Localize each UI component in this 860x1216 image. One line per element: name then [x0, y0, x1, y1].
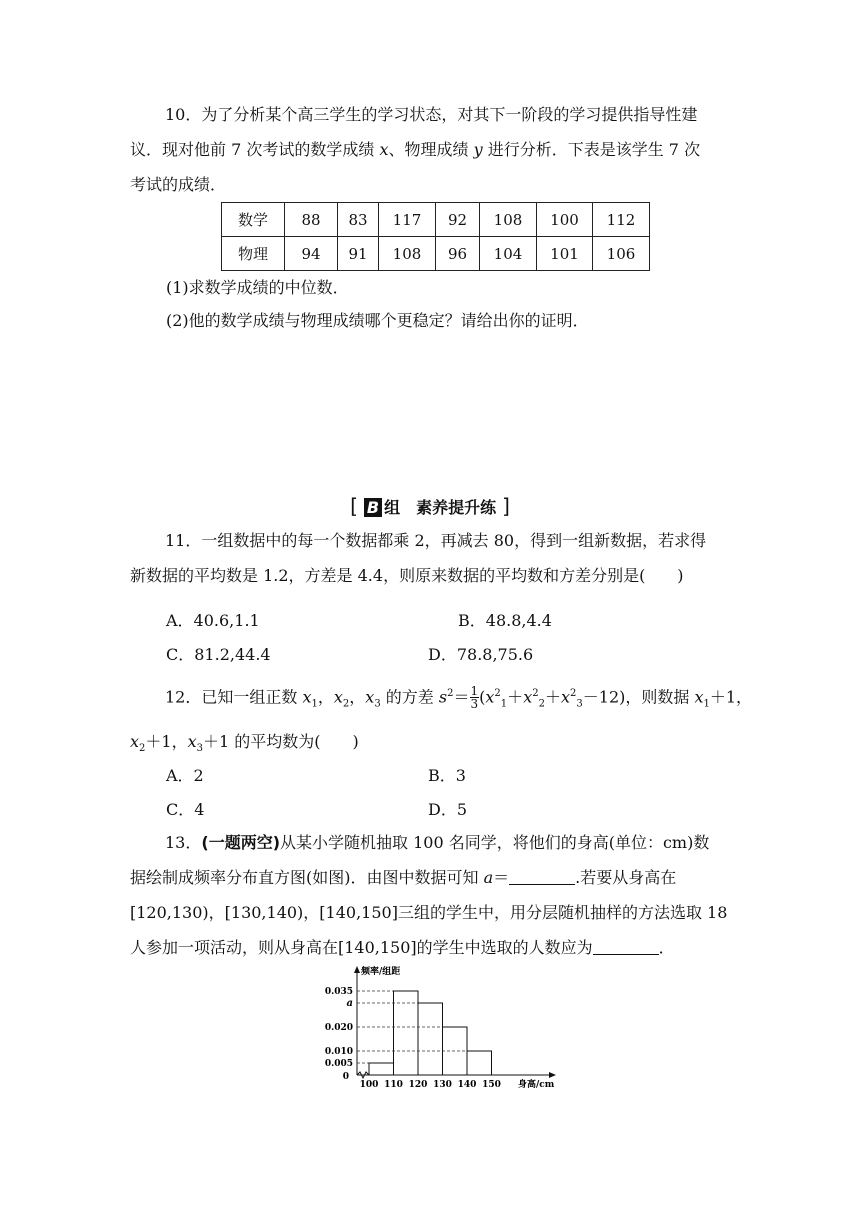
table-cell: 88 [285, 203, 338, 237]
y-tick-label: a [346, 998, 353, 1009]
histogram-bar [394, 991, 419, 1075]
histogram-chart [320, 964, 580, 1090]
q10-line-1: 10．为了分析某个高三学生的学习状态，对其下一阶段的学习提供指导性建 [165, 105, 698, 124]
section-title: 组 素养提升练 [384, 498, 497, 517]
table-cell: 117 [379, 203, 436, 237]
q13-line-2: 据绘制成频率分布直方图(如图)．由图中数据可知 a＝ .若要从身高在 [130, 868, 677, 887]
q11-line-1: 11．一组数据中的每一个数据都乘 2，再减去 80，得到一组新数据，若求得 [165, 531, 707, 550]
bracket-open: [ [350, 494, 358, 518]
table-cell: 91 [338, 237, 379, 271]
section-b-badge: B [364, 498, 382, 517]
x-tick-label: 150 [482, 1080, 501, 1090]
scores-table [221, 202, 650, 271]
table-row-math [222, 203, 650, 237]
table-row-physics [222, 237, 650, 271]
table-cell: 106 [593, 237, 650, 271]
table-cell: 101 [537, 237, 593, 271]
x-axis-arrow [549, 1072, 556, 1078]
q12-line-1: 12．已知一组正数 $x_1$，$x_2$，$x_3$ 的方差 $s^2=$ $\frac{1}{3}$ $(x^2_1+x^2_2+x^2_3-12)$，则数据 $x_1+1$， [165, 684, 753, 712]
q11-option-a: A．40.6,1.1 [166, 611, 260, 630]
q11-line-2: 新数据的平均数是 1.2，方差是 4.4，则原来数据的平均数和方差分别是( ) [130, 566, 684, 585]
table-cell: 108 [379, 237, 436, 271]
x-tick-label: 130 [433, 1080, 452, 1090]
table-cell: 94 [285, 237, 338, 271]
answer-blank-1[interactable] [509, 868, 575, 885]
histogram-bar [467, 1051, 492, 1075]
table-cell: 83 [338, 203, 379, 237]
bracket-close: ] [502, 494, 510, 518]
q10-line-2: 议．现对他前 7 次考试的数学成绩 x、物理成绩 y 进行分析．下表是该学生 7 次 [130, 140, 701, 159]
y-tick-label: 0.010 [324, 1047, 353, 1057]
q10-sub-2: (2)他的数学成绩与物理成绩哪个更稳定？请给出你的证明． [166, 311, 589, 330]
origin-label: 0 [342, 1072, 349, 1082]
answer-blank-2[interactable] [593, 938, 659, 955]
table-cell: 物理 [222, 237, 285, 271]
y-axis-arrow [354, 966, 360, 973]
q12-option-b: B．3 [428, 766, 466, 785]
x-tick-label: 100 [359, 1080, 379, 1090]
q12-option-a: A．2 [166, 766, 204, 785]
y-tick-label: 0.005 [324, 1059, 353, 1069]
y-tick-label: 0.020 [324, 1023, 353, 1033]
table-cell: 112 [593, 203, 650, 237]
table-cell: 数学 [222, 203, 285, 237]
q10-sub-1: (1)求数学成绩的中位数． [166, 278, 349, 297]
section-header [0, 494, 860, 518]
fraction: $\frac{1}{3}$ [470, 684, 479, 712]
q11-option-b: B．48.8,4.4 [458, 611, 552, 630]
q13-line-4: 人参加一项活动，则从身高在[140,150]的学生中选取的人数应为 ． [130, 938, 675, 957]
q13-line-1: 13．(一题两空)从某小学随机抽取 100 名同学，将他们的身高(单位：cm)数 [165, 833, 710, 852]
y-tick-label: 0.035 [324, 987, 353, 997]
q12-line-2: $x_2+1$，$x_3+1$ 的平均数为( ) [130, 732, 359, 755]
q11-option-c: C．81.2,44.4 [166, 645, 271, 664]
q10-line-3: 考试的成绩． [130, 175, 227, 194]
x-tick-label: 110 [384, 1080, 403, 1090]
q13-line-3: [120,130)，[130,140)，[140,150]三组的学生中，用分层随机抽样的方法选取 18 [130, 903, 728, 922]
x-tick-label: 120 [408, 1080, 428, 1090]
table-cell: 108 [480, 203, 537, 237]
q12-option-c: C．4 [166, 800, 205, 819]
table-cell: 96 [436, 237, 480, 271]
q12-option-d: D．5 [428, 800, 468, 819]
table-cell: 104 [480, 237, 537, 271]
histogram-bar [418, 1003, 443, 1075]
q11-option-d: D．78.8,75.6 [428, 645, 534, 664]
histogram-bar [369, 1063, 394, 1075]
x-axis-label: 身高/cm [518, 1080, 555, 1090]
table-cell: 92 [436, 203, 480, 237]
x-tick-label: 140 [457, 1080, 477, 1090]
y-axis-label: 频率/组距 [361, 967, 401, 977]
table-cell: 100 [537, 203, 593, 237]
